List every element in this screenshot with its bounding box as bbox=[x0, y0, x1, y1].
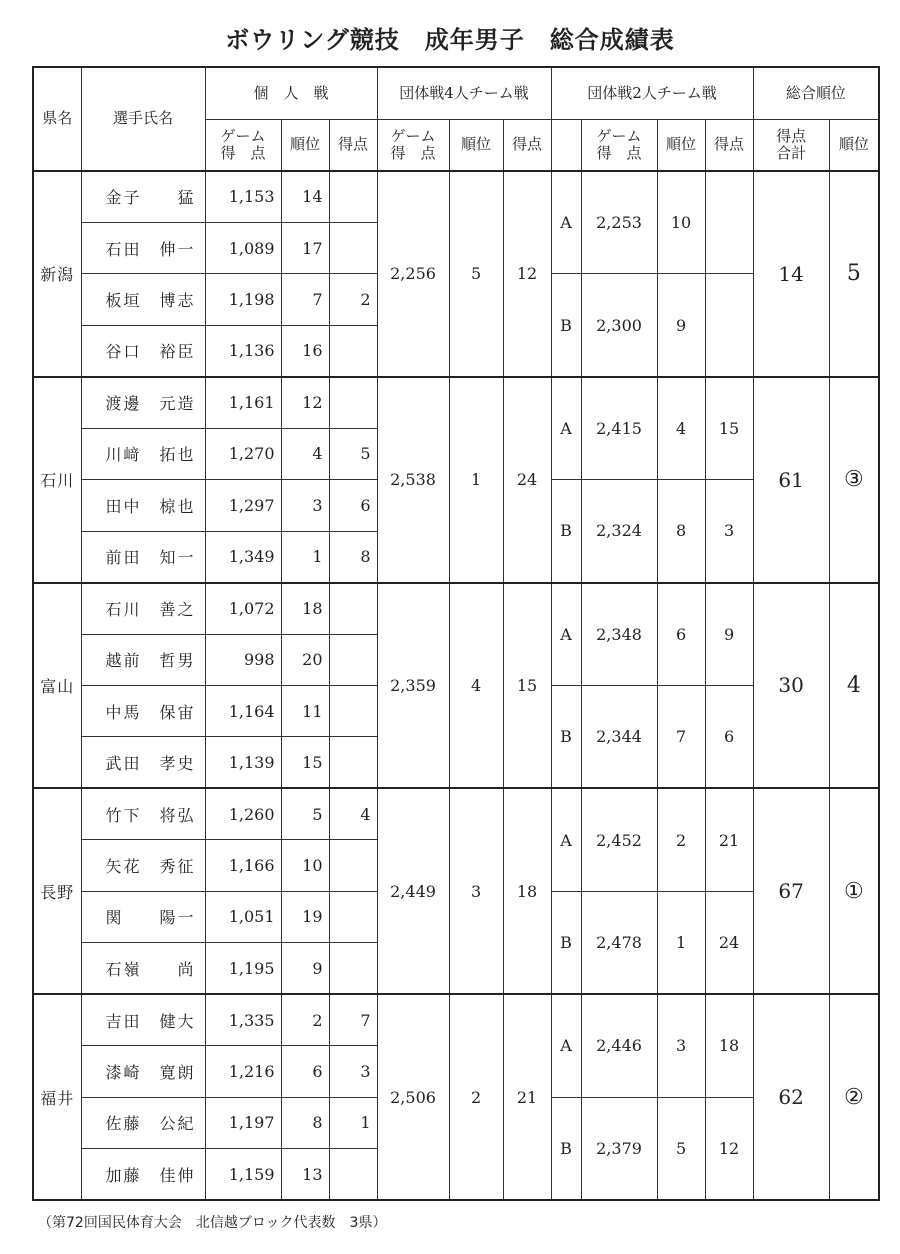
team2-points: 18 bbox=[705, 994, 753, 1097]
team4-rank: 2 bbox=[449, 994, 503, 1200]
team2-game-score: 2,253 bbox=[581, 171, 657, 274]
team2-game-score: 2,324 bbox=[581, 480, 657, 583]
overall-rank: ② bbox=[829, 994, 879, 1200]
player-name: 石嶺 尚 bbox=[81, 943, 205, 994]
team2-game-score: 2,379 bbox=[581, 1097, 657, 1200]
team2-points bbox=[705, 274, 753, 377]
player-name: 中馬 保宙 bbox=[81, 685, 205, 736]
team2-label: A bbox=[551, 583, 581, 686]
player-name: 谷口 裕臣 bbox=[81, 325, 205, 376]
prefecture-name: 石川 bbox=[33, 377, 81, 583]
results-table bbox=[32, 66, 880, 1201]
player-points bbox=[329, 891, 377, 942]
player-game-score: 998 bbox=[205, 634, 281, 685]
prefecture-name: 富山 bbox=[33, 583, 81, 789]
player-rank: 4 bbox=[281, 428, 329, 479]
player-game-score: 1,197 bbox=[205, 1097, 281, 1148]
prefecture-block bbox=[33, 377, 879, 583]
player-rank: 18 bbox=[281, 583, 329, 634]
player-rank: 11 bbox=[281, 685, 329, 736]
player-rank: 19 bbox=[281, 891, 329, 942]
header-ind-points: 得点 bbox=[329, 119, 377, 171]
player-rank: 1 bbox=[281, 531, 329, 582]
player-name: 石川 善之 bbox=[81, 583, 205, 634]
player-points bbox=[329, 171, 377, 222]
player-points bbox=[329, 583, 377, 634]
team2-label: B bbox=[551, 891, 581, 994]
header-team4: 団体戦4人チーム戦 bbox=[377, 67, 551, 119]
player-game-score: 1,198 bbox=[205, 274, 281, 325]
team2-points: 21 bbox=[705, 788, 753, 891]
player-game-score: 1,153 bbox=[205, 171, 281, 222]
player-game-score: 1,159 bbox=[205, 1149, 281, 1200]
team2-rank: 3 bbox=[657, 994, 705, 1097]
player-name: 関 陽一 bbox=[81, 891, 205, 942]
table-row bbox=[33, 788, 879, 839]
player-rank: 8 bbox=[281, 1097, 329, 1148]
header-t4-points: 得点 bbox=[503, 119, 551, 171]
player-points: 7 bbox=[329, 994, 377, 1045]
player-points bbox=[329, 1149, 377, 1200]
player-points: 5 bbox=[329, 428, 377, 479]
player-name: 竹下 将弘 bbox=[81, 788, 205, 839]
player-name: 加藤 佳伸 bbox=[81, 1149, 205, 1200]
table-row bbox=[33, 171, 879, 222]
team4-rank: 5 bbox=[449, 171, 503, 377]
table-row bbox=[33, 377, 879, 428]
header-prefecture: 県名 bbox=[33, 67, 81, 171]
player-name: 金子 猛 bbox=[81, 171, 205, 222]
total-points: 67 bbox=[753, 788, 829, 994]
team4-game-score: 2,256 bbox=[377, 171, 449, 377]
player-game-score: 1,051 bbox=[205, 891, 281, 942]
team2-rank: 6 bbox=[657, 583, 705, 686]
player-name: 吉田 健大 bbox=[81, 994, 205, 1045]
team4-rank: 3 bbox=[449, 788, 503, 994]
header-t4-rank: 順位 bbox=[449, 119, 503, 171]
player-name: 漆崎 寛朗 bbox=[81, 1046, 205, 1097]
team4-game-score: 2,359 bbox=[377, 583, 449, 789]
team2-label: B bbox=[551, 480, 581, 583]
team2-label: B bbox=[551, 1097, 581, 1200]
team2-rank: 8 bbox=[657, 480, 705, 583]
header-player-name: 選手氏名 bbox=[81, 67, 205, 171]
player-rank: 6 bbox=[281, 1046, 329, 1097]
overall-rank: 4 bbox=[829, 583, 879, 789]
footer-note: （第72回国民体育大会 北信越ブロック代表数 3県） bbox=[38, 1215, 387, 1231]
player-game-score: 1,349 bbox=[205, 531, 281, 582]
team2-game-score: 2,446 bbox=[581, 994, 657, 1097]
player-points: 6 bbox=[329, 480, 377, 531]
team2-rank: 1 bbox=[657, 891, 705, 994]
player-game-score: 1,139 bbox=[205, 737, 281, 788]
team2-game-score: 2,415 bbox=[581, 377, 657, 480]
total-points: 61 bbox=[753, 377, 829, 583]
player-name: 越前 哲男 bbox=[81, 634, 205, 685]
team2-game-score: 2,344 bbox=[581, 685, 657, 788]
team4-points: 24 bbox=[503, 377, 551, 583]
player-game-score: 1,195 bbox=[205, 943, 281, 994]
player-game-score: 1,335 bbox=[205, 994, 281, 1045]
player-points: 3 bbox=[329, 1046, 377, 1097]
player-name: 板垣 博志 bbox=[81, 274, 205, 325]
player-rank: 9 bbox=[281, 943, 329, 994]
player-points: 2 bbox=[329, 274, 377, 325]
team2-points: 24 bbox=[705, 891, 753, 994]
team2-game-score: 2,300 bbox=[581, 274, 657, 377]
team2-rank: 2 bbox=[657, 788, 705, 891]
player-rank: 20 bbox=[281, 634, 329, 685]
team4-game-score: 2,506 bbox=[377, 994, 449, 1200]
player-game-score: 1,297 bbox=[205, 480, 281, 531]
player-name: 武田 孝史 bbox=[81, 737, 205, 788]
player-points: 8 bbox=[329, 531, 377, 582]
player-points: 4 bbox=[329, 788, 377, 839]
table-row bbox=[33, 583, 879, 634]
team4-points: 21 bbox=[503, 994, 551, 1200]
player-name: 佐藤 公紀 bbox=[81, 1097, 205, 1148]
player-rank: 14 bbox=[281, 171, 329, 222]
team2-label: A bbox=[551, 171, 581, 274]
prefecture-name: 長野 bbox=[33, 788, 81, 994]
player-rank: 13 bbox=[281, 1149, 329, 1200]
player-rank: 2 bbox=[281, 994, 329, 1045]
player-rank: 16 bbox=[281, 325, 329, 376]
team4-rank: 1 bbox=[449, 377, 503, 583]
player-game-score: 1,136 bbox=[205, 325, 281, 376]
player-rank: 7 bbox=[281, 274, 329, 325]
total-points: 30 bbox=[753, 583, 829, 789]
player-game-score: 1,089 bbox=[205, 222, 281, 273]
team2-game-score: 2,478 bbox=[581, 891, 657, 994]
team4-points: 18 bbox=[503, 788, 551, 994]
player-rank: 12 bbox=[281, 377, 329, 428]
player-name: 川﨑 拓也 bbox=[81, 428, 205, 479]
player-rank: 15 bbox=[281, 737, 329, 788]
player-points bbox=[329, 222, 377, 273]
header-overall: 総合順位 bbox=[753, 67, 879, 119]
team2-points: 12 bbox=[705, 1097, 753, 1200]
player-game-score: 1,270 bbox=[205, 428, 281, 479]
team2-label: B bbox=[551, 685, 581, 788]
header-ind-game-score: ゲーム 得 点 bbox=[205, 119, 281, 171]
page-title: ボウリング競技 成年男子 総合成績表 bbox=[225, 26, 675, 54]
player-game-score: 1,216 bbox=[205, 1046, 281, 1097]
player-game-score: 1,166 bbox=[205, 840, 281, 891]
player-name: 田中 椋也 bbox=[81, 480, 205, 531]
prefecture-block bbox=[33, 788, 879, 994]
player-name: 前田 知一 bbox=[81, 531, 205, 582]
header-team2: 団体戦2人チーム戦 bbox=[551, 67, 753, 119]
table-row bbox=[33, 994, 879, 1045]
prefecture-name: 福井 bbox=[33, 994, 81, 1200]
player-rank: 17 bbox=[281, 222, 329, 273]
team2-rank: 10 bbox=[657, 171, 705, 274]
overall-rank: 5 bbox=[829, 171, 879, 377]
header-total: 得点 合計 bbox=[753, 119, 829, 171]
team2-points: 3 bbox=[705, 480, 753, 583]
team2-label: B bbox=[551, 274, 581, 377]
prefecture-block bbox=[33, 994, 879, 1200]
overall-rank: ③ bbox=[829, 377, 879, 583]
player-game-score: 1,072 bbox=[205, 583, 281, 634]
team2-rank: 4 bbox=[657, 377, 705, 480]
team2-label: A bbox=[551, 994, 581, 1097]
player-rank: 5 bbox=[281, 788, 329, 839]
team4-points: 15 bbox=[503, 583, 551, 789]
player-points bbox=[329, 737, 377, 788]
player-points: 1 bbox=[329, 1097, 377, 1148]
player-name: 矢花 秀征 bbox=[81, 840, 205, 891]
player-game-score: 1,260 bbox=[205, 788, 281, 839]
player-points bbox=[329, 634, 377, 685]
team2-rank: 7 bbox=[657, 685, 705, 788]
header-t2-points: 得点 bbox=[705, 119, 753, 171]
header-t4-game-score: ゲーム 得 点 bbox=[377, 119, 449, 171]
team2-rank: 9 bbox=[657, 274, 705, 377]
total-points: 14 bbox=[753, 171, 829, 377]
team2-label: A bbox=[551, 788, 581, 891]
player-points bbox=[329, 840, 377, 891]
header-t2-rank: 順位 bbox=[657, 119, 705, 171]
prefecture-block bbox=[33, 583, 879, 789]
player-points bbox=[329, 685, 377, 736]
header-individual: 個 人 戦 bbox=[205, 67, 377, 119]
team2-game-score: 2,452 bbox=[581, 788, 657, 891]
player-points bbox=[329, 325, 377, 376]
player-rank: 3 bbox=[281, 480, 329, 531]
header-t2-team-label bbox=[551, 119, 581, 171]
prefecture-name: 新潟 bbox=[33, 171, 81, 377]
team4-game-score: 2,538 bbox=[377, 377, 449, 583]
team2-rank: 5 bbox=[657, 1097, 705, 1200]
total-points: 62 bbox=[753, 994, 829, 1200]
header-ind-rank: 順位 bbox=[281, 119, 329, 171]
team2-label: A bbox=[551, 377, 581, 480]
team4-rank: 4 bbox=[449, 583, 503, 789]
player-name: 石田 伸一 bbox=[81, 222, 205, 273]
player-rank: 10 bbox=[281, 840, 329, 891]
player-game-score: 1,164 bbox=[205, 685, 281, 736]
team2-points: 9 bbox=[705, 583, 753, 686]
player-points bbox=[329, 377, 377, 428]
team4-game-score: 2,449 bbox=[377, 788, 449, 994]
player-name: 渡邊 元造 bbox=[81, 377, 205, 428]
team2-points: 15 bbox=[705, 377, 753, 480]
header-t2-game-score: ゲーム 得 点 bbox=[581, 119, 657, 171]
team2-game-score: 2,348 bbox=[581, 583, 657, 686]
player-points bbox=[329, 943, 377, 994]
team2-points bbox=[705, 171, 753, 274]
team2-points: 6 bbox=[705, 685, 753, 788]
header-overall-rank: 順位 bbox=[829, 119, 879, 171]
prefecture-block bbox=[33, 171, 879, 377]
player-game-score: 1,161 bbox=[205, 377, 281, 428]
team4-points: 12 bbox=[503, 171, 551, 377]
header-row-1 bbox=[33, 67, 879, 119]
overall-rank: ① bbox=[829, 788, 879, 994]
